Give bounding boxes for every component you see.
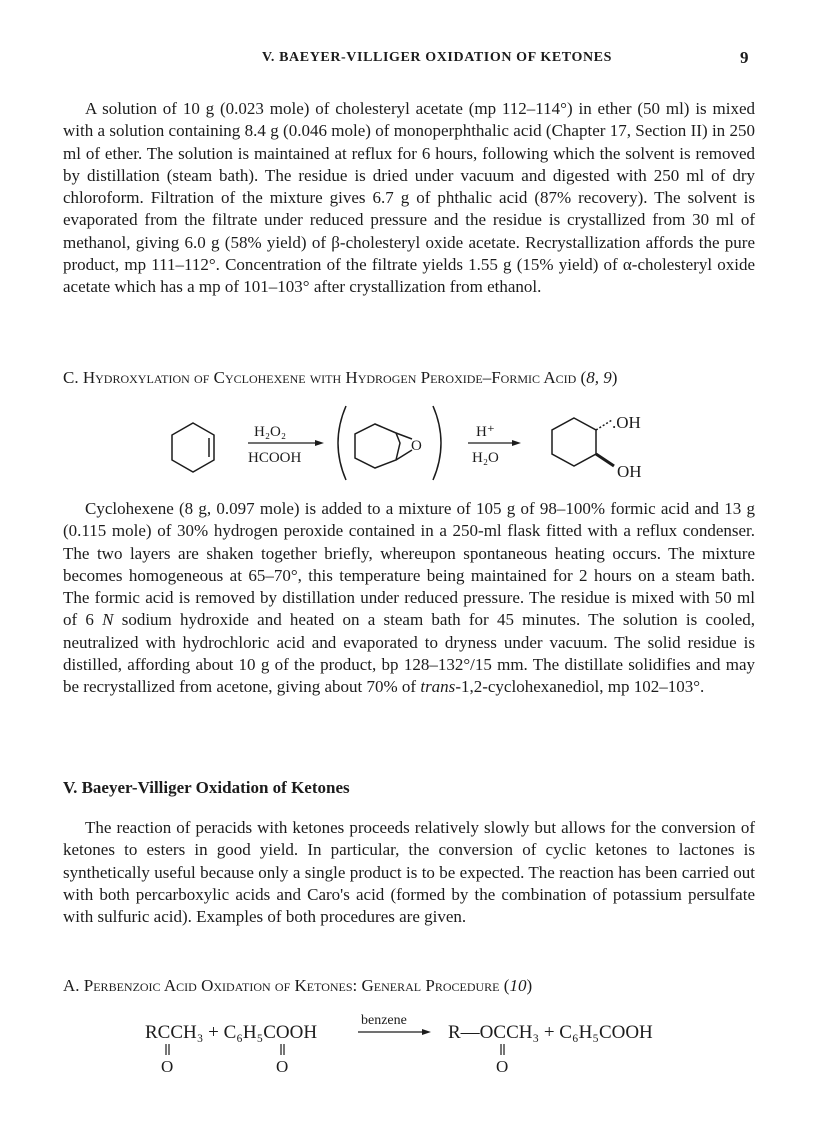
perbenzoic-oxidation-scheme (140, 1010, 700, 1080)
subsection-a-text: A. Perbenzoic Acid Oxidation of Ketones: General Procedure ( (63, 976, 510, 995)
reaction-arrowhead-1 (315, 440, 324, 446)
epoxide-oxygen: O (411, 438, 422, 454)
p2-part-b: sodium hydroxide and heated on a steam bath for 45 minutes. The solution is cooled, neutralized with hydrochloric acid and evaporated to dryness under vacuum. The solid residue is distilled, affording about 10 g of the product, bp 128–132°/15 mm. The distillate solidifies and may be recrystallized from acetone, giving about 70% of (63, 610, 755, 697)
reagent-h2o2: H₂O₂ (254, 424, 287, 440)
acid-catalyst: H⁺ (476, 424, 495, 440)
subsection-a-heading (63, 976, 532, 996)
carbonyl-oxygen-3: O (496, 1057, 509, 1076)
reaction-arrowhead-3 (422, 1029, 431, 1035)
paragraph-cholesteryl-procedure: A solution of 10 g (0.023 mole) of cholesteryl acetate (mp 112–114°) in ether (50 ml) is mixed with a solution containing 8.4 g (0.046 mole) of monoperphthalic acid (Chapter 17, Section II) in 250 ml of ether. The solution is maintained at reflux for 6 hours, following which the solvent is removed by distillation (steam bath). The residue is dried under vacuum and digested with 250 ml of dry chloroform. Filtration of the mixture gives 6.7 g of phthalic acid (87% recovery). The solvent is evaporated from the filtrate under reduced pressure and the residue is crystallized from 30 ml of methanol, giving 6.0 g (58% yield) of β-cholesteryl oxide acetate. Recrystallization affords the pure product, mp 111–112°. Concentration of the filtrate yields 1.55 g (15% yield) of α-cholesteryl oxide acetate which has a mp of 101–103° after crystallization from ethanol. (63, 99, 755, 297)
trans-prefix: trans (420, 677, 456, 697)
carbonyl-bonds (166, 1044, 504, 1055)
paragraph-cyclohexene-procedure (63, 498, 755, 699)
diol-structure (552, 418, 614, 466)
subsection-a-close: ) (526, 976, 533, 995)
reaction-arrowhead-2 (512, 440, 521, 446)
p2-part-c: -1,2-cyclohexanediol, mp 102–103°. (455, 677, 705, 697)
hydroxyl-top: .OH (612, 413, 641, 432)
subsection-c-close: ) (611, 368, 618, 387)
running-header: V. BAEYER-VILLIGER OXIDATION OF KETONES (262, 50, 613, 65)
epoxide-structure (338, 406, 441, 480)
subsection-c-refs: 8, 9 (586, 368, 612, 387)
normality-symbol: N (102, 610, 114, 630)
subsection-c-heading (63, 368, 617, 388)
solvent-label: benzene (361, 1013, 407, 1028)
hydroxyl-bottom: OH (617, 462, 642, 481)
carbonyl-oxygen-1: O (161, 1057, 174, 1076)
subsection-a-ref: 10 (509, 976, 527, 995)
subsection-c-text: C. Hydroxylation of Cyclohexene with Hydrogen Peroxide–Formic Acid ( (63, 368, 587, 387)
page-number: 9 (740, 48, 749, 67)
cyclohexene-dihydroxylation-scheme (150, 398, 670, 490)
section-v-title: V. Baeyer-Villiger Oxidation of Ketones (63, 778, 350, 797)
paragraph-baeyer-villiger-intro: The reaction of peracids with ketones proceeds relatively slowly but allows for the conversion of ketones to esters in good yield. In particular, the conversion of cyclic ketones to lactones is synthetically useful because only a single product is to be expected. The reaction has been carried out with both percarboxylic acids and Caro's acid (formed by the combination of potassium persulfate with sulfuric acid). Examples of both procedures are given. (63, 818, 755, 927)
cyclohexene-structure (172, 423, 214, 472)
p2-part-a: Cyclohexene (8 g, 0.097 mole) is added to a mixture of 105 g of 98–100% formic acid and 13 g (0.115 mole) of 30% hydrogen peroxide contained in a 250-ml flask fitted with a reflux condenser. The two layers are shaken together briefly, whereupon spontaneous heating occurs. The mixture becomes homogeneous at 65–70°, this temperature being maintained for 2 hours on a steam bath. The formic acid is removed by distillation under reduced pressure. The residue is mixed with 50 ml of 6 (63, 499, 755, 630)
carbonyl-oxygen-2: O (276, 1057, 289, 1076)
products: R—OCCH₃ + C₆H₅COOH (448, 1022, 653, 1043)
water-reagent: H₂O (472, 450, 499, 466)
reagent-hcooh: HCOOH (248, 450, 302, 466)
reactants: RCCH₃ + C₆H₅COOH (145, 1022, 318, 1043)
